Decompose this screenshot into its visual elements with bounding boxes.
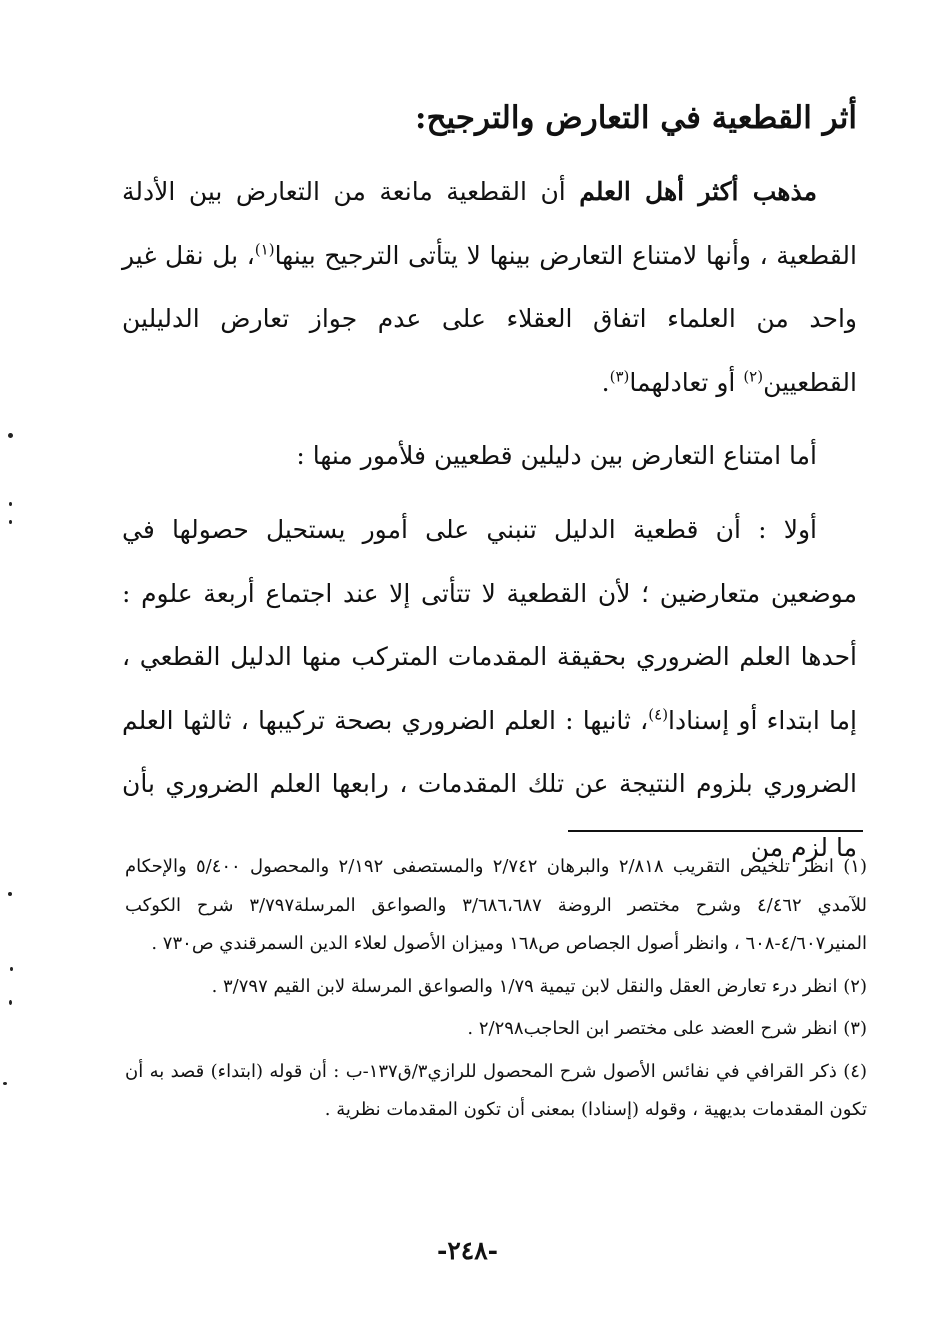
section-heading: أثر القطعية في التعارض والترجيح: [415,100,857,136]
footnote-3 [125,1010,867,1049]
footnote-number: (٣) [843,1018,867,1039]
scan-speck [10,967,13,971]
footnote-ref-4: (٤) [648,705,669,724]
scan-speck [9,1000,12,1005]
footnote-text: انظر تلخيص التقريب ٢/٨١٨ والبرهان ٢/٧٤٢ والمستصفى ٢/١٩٢ والمحصول ٥/٤٠٠ والإحكام للآمدي ٤/٤٦٢ وشرح مختصر الروضة ٣/٦٨٦،٦٨٧ والصواعق المرسلة٣/٧٩٧ شرح الكوكب المنير٤/٦٠٧-٦٠٨ ، وانظر أصول الجصاص ص١٦٨ وميزان الأصول لعلاء الدين السمرقندي ص٧٣٠ . [125,856,868,954]
paragraph-3-text-b: ، ثانيها : العلم الضروري بصحة تركيبها ، ثالثها العلم الضروري بلزوم النتيجة عن تلك المقدمات ، رابعها العلم الضروري بأن ما لزم من [122,705,857,862]
bold-lead: مذهب أكثر أهل العلم [579,177,817,206]
page-number: -٢٤٨- [436,1236,499,1265]
footnote-number: (١) [843,856,867,877]
footnote-4 [125,1053,867,1130]
footnote-text: انظر شرح العضد على مختصر ابن الحاجب٢/٢٩٨ . [467,1018,838,1039]
scan-speck [9,502,12,506]
footnote-number: (٤) [843,1060,867,1082]
footnote-text: انظر درء تعارض العقل والنقل لابن تيمية ١/٧٩ والصواعق المرسلة لابن القيم ٣/٧٩٧ . [211,975,838,997]
paragraph-3 [122,498,857,880]
footnote-ref-1: (١) [254,240,275,259]
paragraph-3-text-a: أولا : أن قطعية الدليل تنبني على أمور يستحيل حصولها في موضعين متعارضين ؛ لأن القطعية لا تتأتى إلا عند اجتماع أربعة علوم : أحدها العلم الضروري بحقيقة المقدمات المتركب منها الدليل القطعي ، إما ابتداء أو إسنادا [122,514,857,735]
paragraph-1-text-c: أو تعادلهما [629,367,744,397]
paragraph-2: أما امتناع التعارض بين دليلين قطعيين فلأمور منها : [296,441,817,471]
scan-speck [3,1082,7,1085]
paragraph-1-text-a: أن القطعية مانعة من التعارض بين الأدلة القطعية ، وأنها لامتناع التعارض بينها لا يتأتى الترجيح بينها [122,177,857,270]
footnote-ref-3: (٣) [609,367,630,386]
footnote-separator [568,830,863,832]
footnote-number: (٢) [843,975,867,997]
scan-speck [8,433,13,438]
scan-speck [9,520,12,524]
footnote-2 [125,968,867,1007]
footnotes [125,848,867,1130]
paragraph-1 [122,160,857,414]
footnote-text: ذكر القرافي في نفائس الأصول شرح المحصول للرازي٣/ق١٣٧-ب : أن قوله (ابتداء) قصد به أن تكون المقدمات بديهية ، وقوله (إسنادا) بمعنى أن تكون المقدمات نظرية . [125,1060,867,1120]
body-text [122,160,857,880]
scan-speck [8,892,12,896]
paragraph-1-text-d: . [601,367,610,397]
footnote-1 [125,848,867,964]
paragraph-1-text-b: ، بل نقل غير واحد من العلماء اتفاق العقلاء على عدم جواز تعارض الدليلين القطعيين [122,240,857,397]
footnote-ref-2: (٢) [743,367,764,386]
